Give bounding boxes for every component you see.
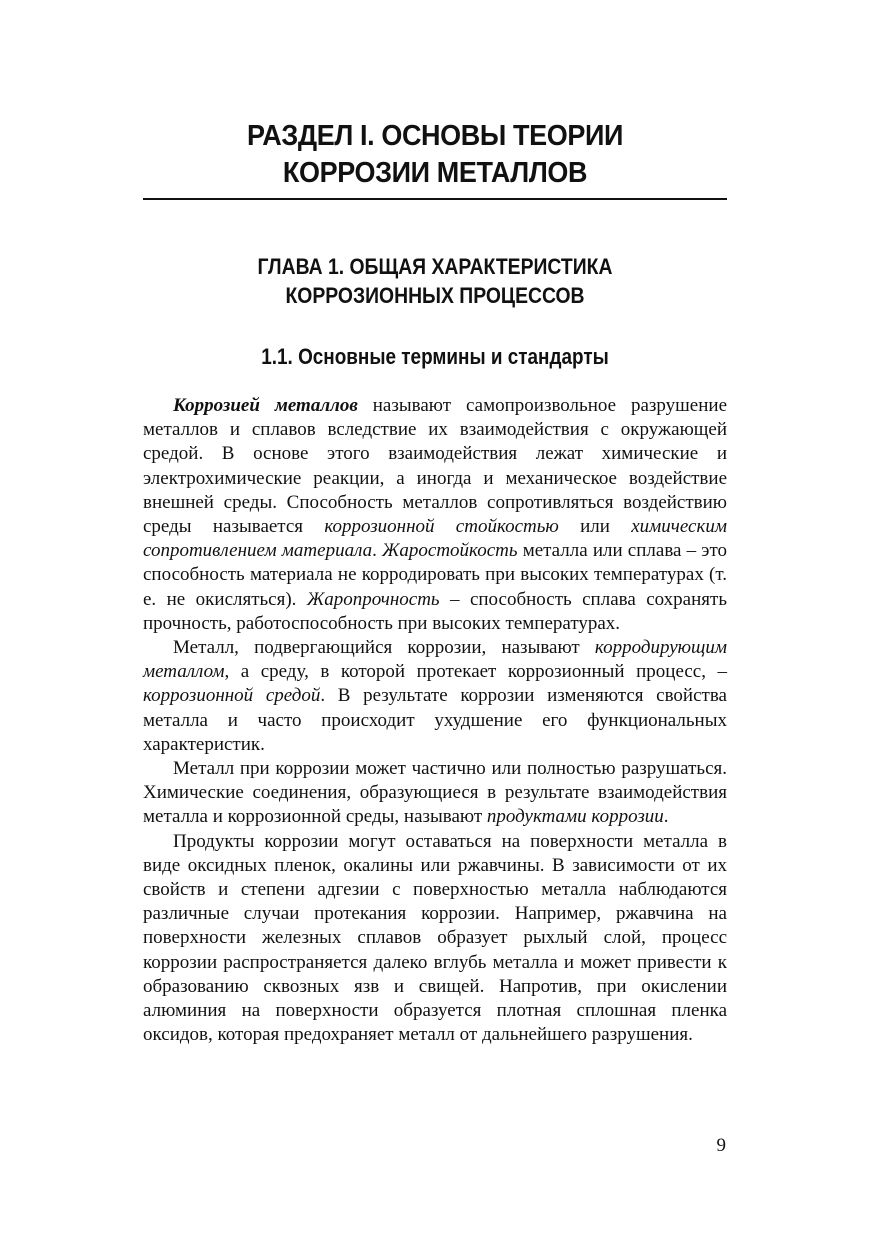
term-corrosion-resistance: коррозионной стойкостью [324, 516, 559, 538]
paragraph-4: Продукты коррозии могут оставаться на поверхности металла в виде оксидных пленок, окалины или ржавчины. В зависимости от их свойств и степени адгезии с поверхностью металла наблюдаются различные случаи протекания коррозии. Например, ржавчина на поверхности железных сплавов образует рыхлый слой, процесс коррозии распространяется далеко вглубь металла и может привести к образованию сквозных язв и свищей. Напротив, при окислении алюминия на поверхности образуется плотная сплошная пленка оксидов, которая предохраняет металл от дальнейшего разрушения. [143, 830, 727, 1046]
body-text [143, 394, 727, 1047]
paragraph-2-text-3: . В результате коррозии изменяются свойства металла и часто происходит ухудшение его функциональных характеристик. [143, 685, 727, 755]
chapter-title [178, 252, 692, 310]
paragraph-1-text-5: – способность сплава сохранять прочность, работоспособность при высоких температурах. [143, 588, 727, 634]
paragraph-2-text-1: Металл, подвергающийся коррозии, называют [173, 637, 595, 659]
paragraph-1-text-2: или [558, 516, 632, 538]
chapter-title-line-2: КОРРОЗИОННЫХ ПРОЦЕССОВ [285, 283, 585, 308]
paragraph-3-text-2: . [663, 806, 669, 828]
section-title-line-1: РАЗДЕЛ I. ОСНОВЫ ТЕОРИИ [246, 120, 624, 152]
term-chemical-resistance: химическим сопротивлением материала [143, 516, 727, 562]
paragraph-2 [143, 636, 727, 757]
term-corroding-metal: корродирующим металлом [143, 637, 727, 683]
paragraph-1-text-4: металла или сплава – это способность материала не корродировать при высоких температурах (т. е. не окисляться). [143, 540, 727, 610]
paragraph-1-text-1: называют самопроизвольное разрушение металлов и сплавов вследствие их взаимодействия с окружающей средой. В основе этого взаимодействия лежат химические и электрохимические реакции, а иногда и механическое воздействие внешней среды. Способность металлов сопротивляться воздействию среды называется [143, 395, 727, 538]
chapter-title-line-1: ГЛАВА 1. ОБЩАЯ ХАРАКТЕРИСТИКА [257, 254, 613, 279]
term-corrosion: Коррозией металлов [173, 395, 358, 416]
subsection-title: 1.1. Основные термины и стандарты [261, 344, 609, 369]
paragraph-1 [143, 394, 727, 636]
section-divider [143, 198, 727, 200]
section-title [163, 118, 706, 192]
paragraph-2-text-2: , а среду, в которой протекает коррозионный процесс, – [224, 661, 727, 683]
term-heat-strength: Жаропрочность [306, 588, 440, 610]
page-number: 9 [716, 1135, 726, 1156]
section-title-line-2: КОРРОЗИИ МЕТАЛЛОВ [282, 157, 588, 189]
paragraph-1-text-3: . [372, 540, 382, 562]
paragraph-3 [143, 757, 727, 830]
paragraph-3-text-1: Металл при коррозии может частично или полностью разрушаться. Химические соединения, образующиеся в результате взаимодействия металла и коррозионной среды, называют [143, 758, 727, 828]
term-heat-resistance: Жаростойкость [382, 540, 518, 562]
term-corrosive-medium: коррозионной средой [143, 685, 321, 707]
term-corrosion-products: продуктами коррозии [486, 806, 664, 828]
